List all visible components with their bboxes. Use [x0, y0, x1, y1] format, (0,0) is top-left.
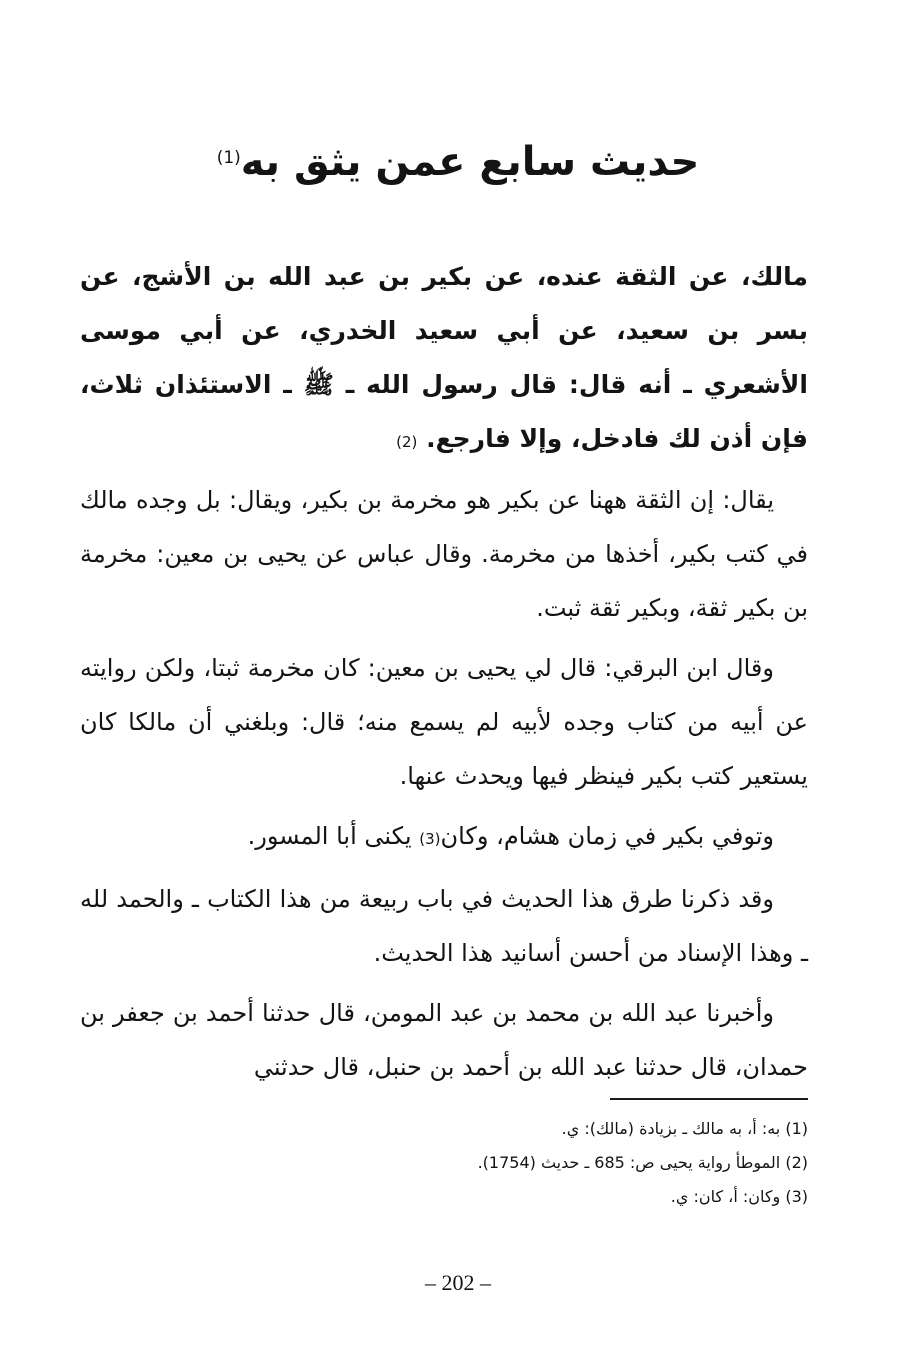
hadith-text: مالك، عن الثقة عنده، عن بكير بن عبد الله بن الأشج، عن بسر بن سعيد، عن أبي سعيد الخدري، عن أبي موسى الأشعري ـ أنه قال: قال رسول الله ـ ﷺ ـ الاستئذان ثلاث، فإن أذن لك فادخل، وإلا فارجع.: [80, 262, 808, 453]
title-text: حديث سابع عمن يثق به: [240, 139, 700, 185]
death-note-before: وتوفي بكير في زمان هشام، وكان: [440, 822, 774, 850]
paragraph-4: وأخبرنا عبد الله بن محمد بن عبد المومن، قال حدثنا أحمد بن جعفر بن حمدان، قال حدثنا عبد الله بن أحمد بن حنبل، قال حدثني: [80, 999, 808, 1081]
paragraph-3: وقد ذكرنا طرق هذا الحديث في باب ربيعة من هذا الكتاب ـ والحمد لله ـ وهذا الإسناد من أحسن أسانيد هذا الحديث.: [80, 885, 808, 967]
page-number: – 202 –: [425, 1270, 491, 1295]
death-note-footnote-ref: (3): [419, 830, 441, 848]
page-title: [0, 128, 916, 192]
paragraph-1: يقال: إن الثقة ههنا عن بكير هو مخرمة بن بكير، ويقال: بل وجده مالك في كتب بكير، أخذها من مخرمة. وقال عباس عن يحيى بن معين: مخرمة بن بكير ثقة، وبكير ثقة ثبت.: [80, 486, 808, 622]
title-footnote-ref: (1): [216, 148, 241, 168]
death-note-after: يكنى أبا المسور.: [247, 822, 412, 850]
footnote-2: (2) الموطأ رواية يحيى ص: 685 ـ حديث (1754).: [477, 1153, 808, 1172]
main-text: [80, 250, 808, 1100]
paragraph-death-note: [80, 809, 808, 866]
paragraph-2: وقال ابن البرقي: قال لي يحيى بن معين: كان مخرمة ثبتا، ولكن روايته عن أبيه من كتاب وجده لأبيه لم يسمع منه؛ قال: وبلغني أن مالكا كان يستعير كتب بكير فينظر فيها ويحدث عنها.: [80, 654, 808, 790]
footnotes: [80, 1112, 808, 1214]
footnote-3: (3) وكان: أ، كان: ي.: [670, 1187, 808, 1206]
hadith-footnote-ref: (2): [396, 433, 418, 451]
footnote-1: (1) به: أ، به مالك ـ بزيادة (مالك): ي.: [561, 1119, 808, 1138]
hadith-paragraph: [80, 250, 808, 469]
footnote-separator: [610, 1098, 808, 1100]
